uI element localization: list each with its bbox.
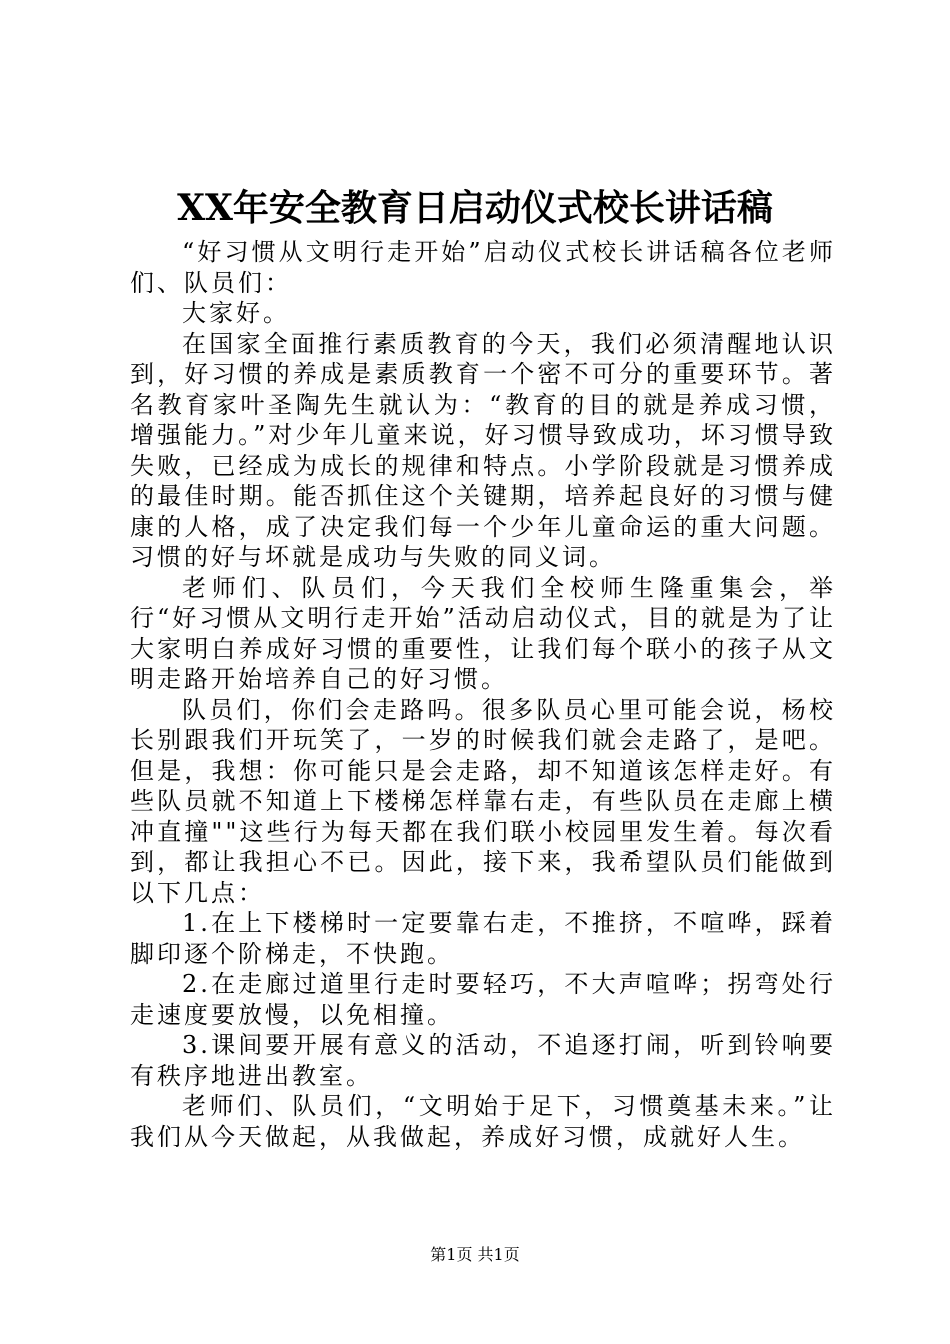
document-title: XX年安全教育日启动仪式校长讲话稿: [177, 187, 773, 229]
paragraph-intro: 在国家全面推行素质教育的今天，我们必须清醒地认识到，好习惯的养成是素质教育一个密不可分的重要环节。著名教育家叶圣陶先生就认为：“教育的目的就是养成习惯，增强能力。”对少年儿童来说，好习惯导致成功，坏习惯导致失败，已经成为成长的规律和特点。小学阶段就是习惯养成的最佳时期。能否抓住这个关键期，培养起良好的习惯与健康的人格，成了决定我们每一个少年儿童命运的重大问题。习惯的好与坏就是成功与失败的同义词。: [130, 329, 836, 571]
paragraph-greeting-heading: “好习惯从文明行走开始”启动仪式校长讲话稿各位老师们、队员们：: [130, 238, 836, 297]
paragraph-hello: 大家好。: [182, 299, 290, 327]
paragraph-rule-2: 2.在走廊过道里行走时要轻巧，不大声喧哗；拐弯处行走速度要放慢，以免相撞。: [130, 970, 836, 1029]
paragraph-rule-1: 1.在上下楼梯时一定要靠右走，不推挤，不喧哗，踩着脚印逐个阶梯走，不快跑。: [130, 909, 836, 968]
page-number-footer: 第1页 共1页: [430, 1245, 520, 1264]
paragraph-rule-3: 3.课间要开展有意义的活动，不追逐打闹，听到铃响要有秩序地进出教室。: [130, 1031, 836, 1090]
paragraph-closing: 老师们、队员们，“文明始于足下，习惯奠基未来。”让我们从今天做起，从我做起，养成好习惯，成就好人生。: [130, 1092, 836, 1151]
paragraph-walking: 队员们，你们会走路吗。很多队员心里可能会说，杨校长别跟我们开玩笑了，一岁的时候我们就会走路了，是吧。但是，我想：你可能只是会走路，却不知道该怎样走好。有些队员就不知道上下楼梯怎样靠右走，有些队员在走廊上横冲直撞""这些行为每天都在我们联小校园里发生着。每次看到，都让我担心不已。因此，接下来，我希望队员们能做到以下几点：: [130, 695, 836, 907]
paragraph-purpose: 老师们、队员们，今天我们全校师生隆重集会，举行“好习惯从文明行走开始”活动启动仪式，目的就是为了让大家明白养成好习惯的重要性，让我们每个联小的孩子从文明走路开始培养自己的好习惯。: [130, 573, 836, 693]
document-body: [130, 237, 836, 1152]
